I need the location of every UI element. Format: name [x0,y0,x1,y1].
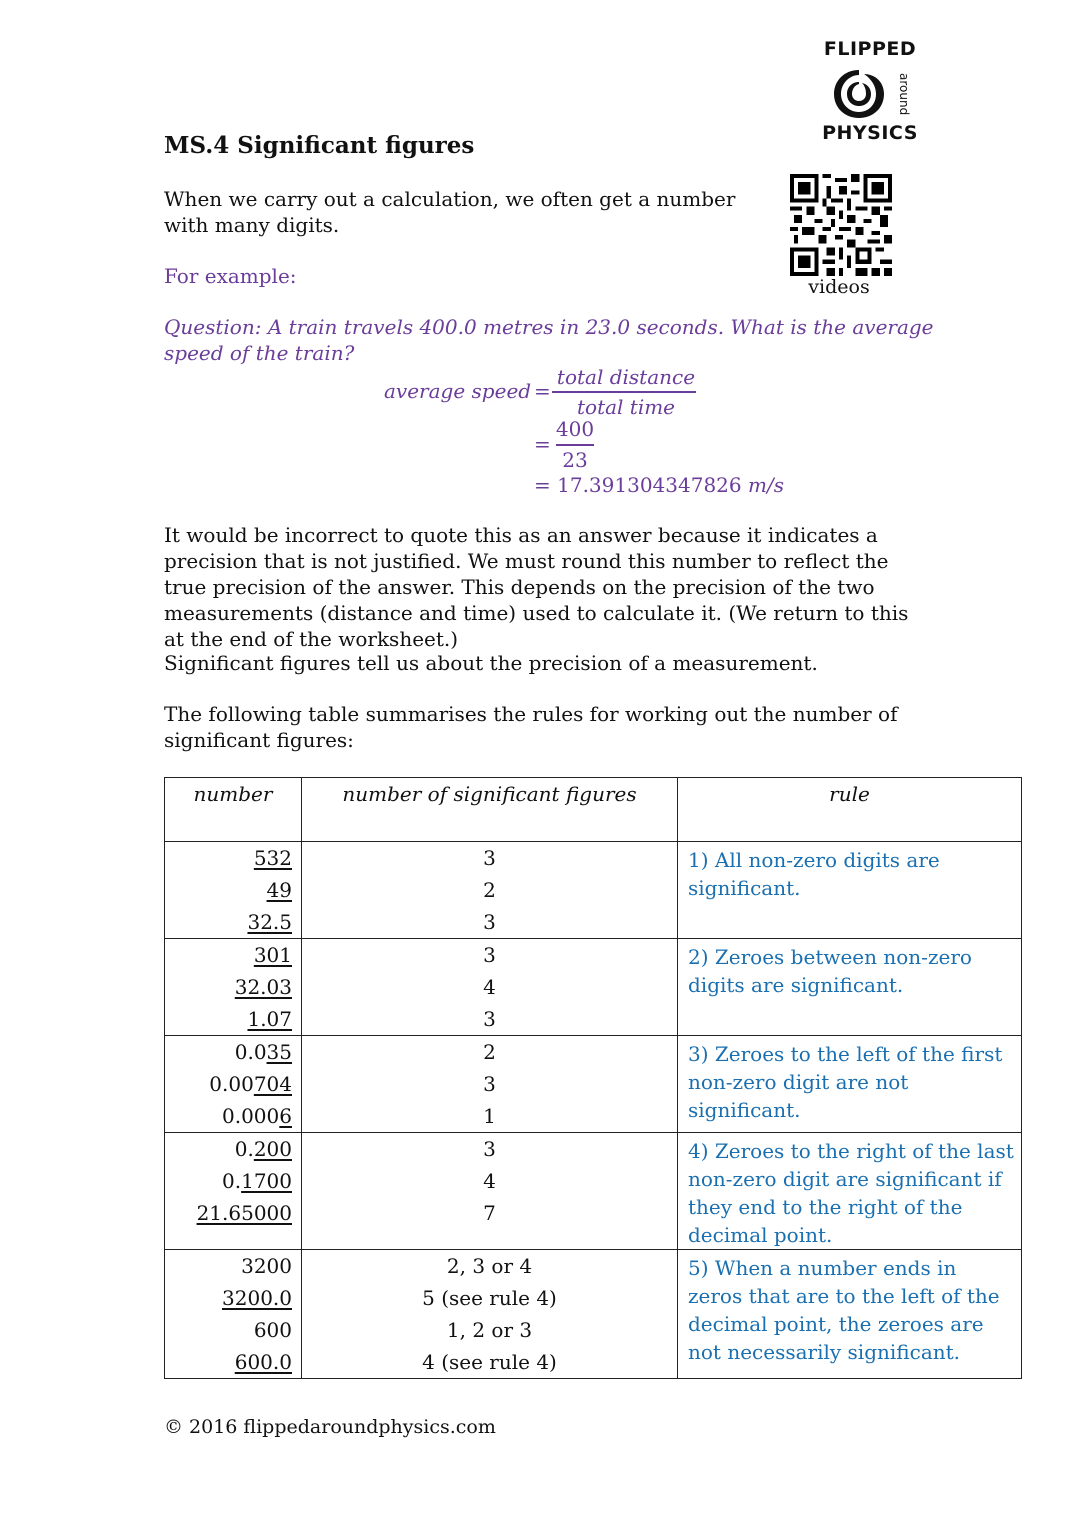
number-significant-part: 32.03 [234,975,292,999]
number-cell [165,1133,302,1250]
number-plain-part: 0.0 [234,1040,267,1064]
number-value [165,906,292,938]
number-significant-part: 301 [253,943,292,967]
header-rule: rule [678,778,1022,842]
rule-cell: 1) All non-zero digits are significant. [678,842,1022,939]
number-significant-part: 1.07 [247,1007,292,1031]
number-cell [165,939,302,1036]
number-value [165,1100,292,1132]
table-body [165,842,1022,1379]
example-label: For example: [164,264,297,288]
logo-side-text: around [897,72,911,116]
intro-paragraph: When we carry out a calculation, we often get a number with many digits. [164,187,736,237]
number-value [165,842,292,874]
sig-figs-cell [302,939,678,1036]
number-plain-part: 0. [234,1137,254,1161]
number-plain-part: 3200 [241,1254,292,1278]
number-value [165,1003,292,1035]
sig-figs-value: 1 [483,1104,496,1128]
number-plain-part: 0.000 [222,1104,280,1128]
precision-paragraph: It would be incorrect to quote this as an answer because it indicates a precision that is not justified. We must round this number to reflect the true precision of the answer. This depends on the precision of the two measurements (distance and time) used to calculate it. (We return to this at the end of the worksheet.) [164,523,909,651]
equation-equals: = [534,432,551,456]
fraction-bar [552,391,696,393]
number-value [165,1068,292,1100]
sig-figs-value: 3 [483,1072,496,1096]
logo-bottom-text: PHYSICS [822,122,918,144]
fraction-numerator: 400 [555,417,595,441]
table-row [165,1036,1022,1133]
table-row [165,939,1022,1036]
rule-cell: 2) Zeroes between non-zero digits are significant. [678,939,1022,1036]
number-plain-part: 0. [222,1169,242,1193]
sig-figs-value: 5 (see rule 4) [422,1286,557,1310]
table-intro-paragraph: The following table summarises the rules for working out the number of significant figures: [164,702,898,752]
number-value [165,1250,292,1282]
sig-figs-value: 3 [483,910,496,934]
flipped-around-physics-logo [818,38,922,146]
fraction-numerator: total distance [556,365,696,389]
table-header-row [165,778,1022,842]
header-number: number [165,778,302,842]
qr-label: videos [808,276,870,298]
number-value [165,1036,292,1068]
number-significant-part: 532 [253,846,292,870]
rule-cell: 5) When a number ends in zeros that are to the left of the decimal point, the zeroes are not necessarily significant. [678,1250,1022,1379]
equation-equals: = [534,379,551,403]
footer-copyright: © 2016 flippedaroundphysics.com [164,1416,496,1438]
number-plain-part: 0.00 [209,1072,254,1096]
significant-figures-table [164,777,1022,1379]
number-value [165,1133,292,1165]
equation-result [534,472,784,498]
number-cell [165,842,302,939]
result-unit: m/s [747,473,784,497]
sig-figs-value: 7 [483,1201,496,1225]
spiral-icon [830,66,888,122]
number-significant-part: 200 [253,1137,292,1161]
number-cell [165,1250,302,1379]
sig-figs-value: 3 [483,846,496,870]
number-significant-part: 32.5 [247,910,292,934]
sig-figs-value: 3 [483,943,496,967]
sig-figs-value: 2 [483,878,496,902]
fraction-bar [556,444,594,446]
header-sig-figs: number of significant figures [302,778,678,842]
table-row [165,842,1022,939]
fraction-denominator: total time [576,395,676,419]
number-significant-part: 704 [253,1072,292,1096]
sig-figs-cell [302,1036,678,1133]
page-title: MS.4 Significant figures [164,132,475,159]
table-row [165,1133,1022,1250]
equation-lhs: average speed [384,379,532,403]
sig-figs-cell [302,1250,678,1379]
sig-figs-value: 4 [483,975,496,999]
number-significant-part: 3200.0 [222,1286,292,1310]
sig-figs-value: 4 [483,1169,496,1193]
sig-figs-value: 2 [483,1040,496,1064]
number-cell [165,1036,302,1133]
sig-figs-value: 2, 3 or 4 [446,1254,533,1278]
logo-top-text: FLIPPED [823,38,917,60]
sig-figs-value: 3 [483,1137,496,1161]
number-significant-part: 35 [266,1040,292,1064]
sig-figs-value: 4 (see rule 4) [422,1350,557,1374]
table-row [165,1250,1022,1379]
number-value [165,1282,292,1314]
sig-figs-value: 1, 2 or 3 [446,1318,533,1342]
number-value [165,1165,292,1197]
number-significant-part: 600.0 [234,1350,292,1374]
number-significant-part: 6 [279,1104,292,1128]
number-significant-part: 21.65000 [196,1201,292,1225]
qr-code-icon[interactable] [790,174,892,276]
number-significant-part: 49 [266,878,292,902]
number-value [165,874,292,906]
result-value: = 17.391304347826 [534,473,742,497]
rule-cell: 3) Zeroes to the left of the first non-zero digit are not significant. [678,1036,1022,1133]
question-text: Question: A train travels 400.0 metres in 23.0 seconds. What is the average speed of the train? [164,315,934,365]
number-value [165,939,292,971]
number-value [165,1197,292,1229]
sig-figs-cell [302,1133,678,1250]
number-value [165,1346,292,1378]
sig-figs-cell [302,842,678,939]
sigfig-paragraph: Significant figures tell us about the precision of a measurement. [164,651,818,675]
fraction-denominator: 23 [562,448,588,472]
number-significant-part: 1700 [241,1169,292,1193]
number-value [165,971,292,1003]
sig-figs-value: 3 [483,1007,496,1031]
number-plain-part: 600 [253,1318,292,1342]
rule-cell: 4) Zeroes to the right of the last non-zero digit are significant if they end to the right of the decimal point. [678,1133,1022,1250]
number-value [165,1314,292,1346]
